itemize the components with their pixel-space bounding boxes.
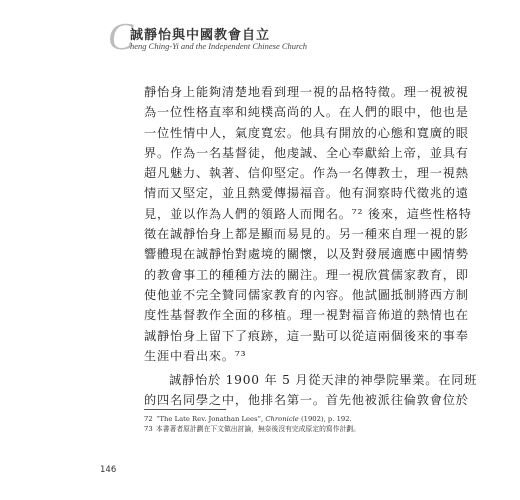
- footnote-number: 72: [144, 415, 153, 423]
- footnote-72: [144, 414, 444, 424]
- text-line: 度性基督教作全面的移植。理一視對福音佈道的熱情也在: [144, 308, 469, 323]
- paragraph-start-line: 誠靜怡於 1900 年 5 月從天津的神學院畢業。在同班: [169, 373, 478, 388]
- text-line: 生涯中看出來。⁷³: [144, 348, 247, 363]
- header-title: 誠靜怡與中國教會自立: [130, 28, 271, 43]
- text-line: 徵在誠靜怡身上都是顯而易見的。另一種來自理一視的影: [144, 227, 469, 242]
- footnotes: [144, 414, 444, 434]
- text-line: 的教會事工的種種方法的關注。理一視欣賞儒家教育，即: [144, 267, 469, 282]
- footnote-73: [144, 424, 444, 434]
- footnote-divider: [144, 409, 226, 410]
- text-line: 界。作為一名基督徒，他虔誠、全心奉獻給上帝，並具有: [144, 145, 469, 160]
- running-header: [108, 16, 468, 60]
- text-line: 為一位性格直率和純樸高尚的人。在人們的眼中，他也是: [144, 105, 469, 120]
- text-line: 的四名同學之中，他排名第一。首先他被派往倫敦會位於: [144, 393, 469, 408]
- text-line: 靜怡身上能夠清楚地看到理一視的品格特徵。理一視被視: [144, 85, 469, 99]
- footnote-source-title: Chronicle: [265, 415, 299, 423]
- header-drop-initial: C: [108, 16, 134, 58]
- page-number: 146: [100, 465, 117, 475]
- text-line: 誠靜怡身上留下了痕跡，這一點可以從這兩個後來的事奉: [144, 328, 469, 343]
- header-subtitle: heng Ching-Yi and the Independent Chinese Church: [130, 41, 308, 51]
- footnote-text: 本書著者原計劃在下文做出討論，無奈後沒有完成原定的寫作計劃。: [156, 425, 360, 433]
- footnote-text: “The Late Rev. Jonathan Lees”,: [156, 415, 266, 423]
- text-line: 一位性情中人，氣度寬宏。他具有開放的心態和寬廣的眼: [144, 125, 469, 140]
- footnote-text: (1902), p. 192.: [298, 415, 352, 423]
- text-line: 情而又堅定，並且熱愛傳揚福音。他有洞察時代徵兆的遠: [144, 186, 469, 201]
- text-line: 響體現在誠靜怡對處境的關懷，以及對發展適應中國情勢: [144, 247, 469, 262]
- text-line: 超凡魅力、執著、信仰堅定。作為一名傳教士，理一視熱: [144, 166, 469, 181]
- footnote-number: 73: [144, 425, 153, 433]
- text-line: 使他並不完全贊同儒家教育的內容。他試圖抵制將西方制: [144, 287, 469, 302]
- text-line: 見，並以作為人們的領路人而聞名。⁷² 後來，這些性格特: [144, 206, 472, 221]
- body-text: [144, 82, 478, 411]
